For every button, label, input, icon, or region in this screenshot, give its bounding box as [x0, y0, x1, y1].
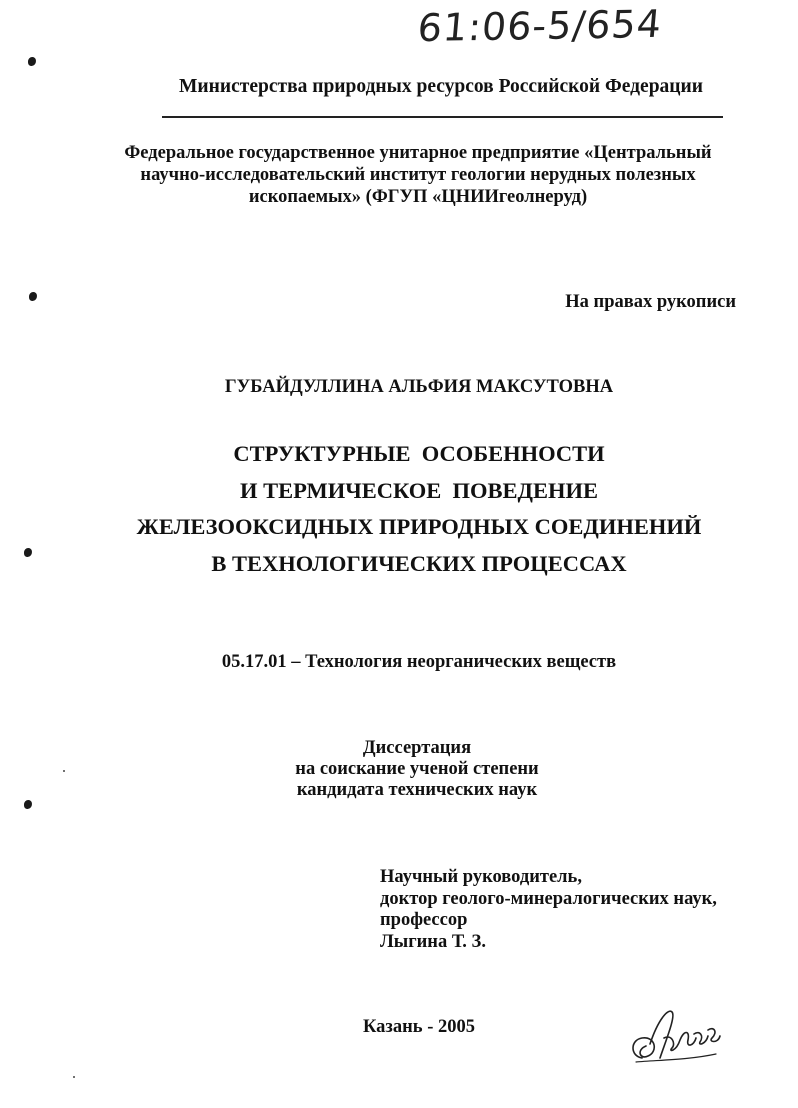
dissertation-title	[0, 436, 798, 582]
supervisor-block	[380, 867, 717, 953]
ministry-header: Министерства природных ресурсов Российской Федерации	[178, 76, 703, 97]
degree-line: Диссертация	[362, 738, 472, 758]
degree-line: на соискание ученой степени	[295, 759, 539, 779]
organization-block	[100, 142, 736, 208]
punch-hole-mark	[28, 57, 36, 66]
title-line: И ТЕРМИЧЕСКОЕ ПОВЕДЕНИЕ	[240, 477, 598, 503]
archive-code: 61:06-5/654	[415, 1, 664, 51]
punch-hole-mark	[24, 800, 32, 809]
manuscript-rights: На правах рукописи	[565, 292, 736, 312]
organization-line: ископаемых» (ФГУП «ЦНИИгеолнеруд)	[248, 187, 588, 207]
specialty-code: 05.17.01 – Технология неорганических веществ	[221, 652, 617, 672]
scan-speck	[73, 1076, 75, 1078]
header-rule	[162, 116, 723, 118]
supervisor-line: доктор геолого-минералогических наук,	[380, 888, 717, 909]
supervisor-line: профессор	[380, 910, 468, 930]
degree-block	[0, 738, 798, 801]
title-line: ЖЕЛЕЗООКСИДНЫХ ПРИРОДНЫХ СОЕДИНЕНИЙ	[136, 514, 702, 539]
supervisor-line: Научный руководитель,	[380, 867, 582, 887]
title-line: СТРУКТУРНЫЕ ОСОБЕННОСТИ	[233, 441, 605, 466]
supervisor-line: Лыгина Т. З.	[380, 931, 486, 952]
city-year: Казань - 2005	[363, 1017, 475, 1037]
signature-icon	[628, 1000, 724, 1066]
organization-line: Федеральное государственное унитарное предприятие «Центральный	[124, 143, 712, 163]
author-name: ГУБАЙДУЛЛИНА АЛЬФИЯ МАКСУТОВНА	[224, 377, 614, 397]
degree-line: кандидата технических наук	[296, 780, 538, 800]
title-line: В ТЕХНОЛОГИЧЕСКИХ ПРОЦЕССАХ	[211, 550, 627, 576]
organization-line: научно-исследовательский институт геологии нерудных полезных	[140, 165, 696, 185]
